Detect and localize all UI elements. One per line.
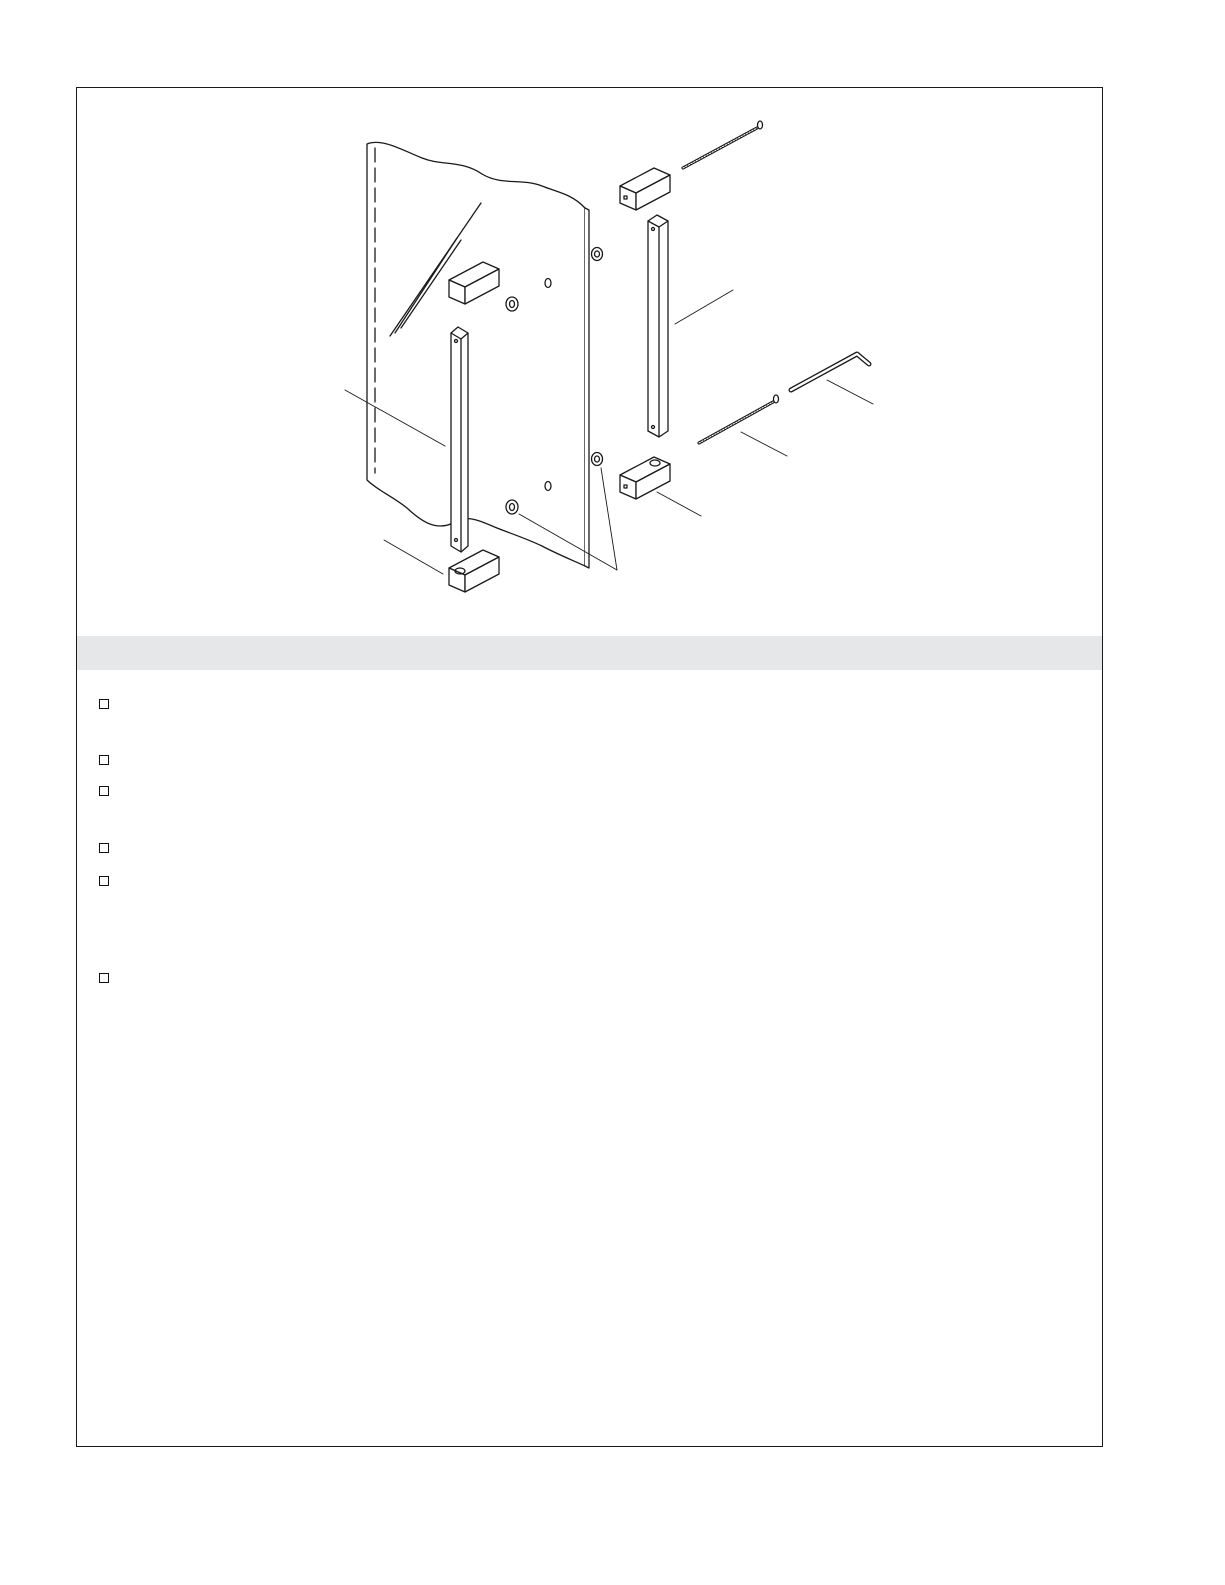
step-checkbox[interactable] bbox=[99, 755, 109, 765]
outer-handle-bar bbox=[648, 215, 668, 437]
exploded-assembly-illustration bbox=[77, 88, 1102, 636]
bottom-screw bbox=[699, 395, 779, 443]
inner-handle-bar bbox=[451, 327, 468, 552]
glass-panel bbox=[367, 142, 589, 568]
inner-bottom-block bbox=[449, 550, 499, 592]
section-header-bar bbox=[77, 636, 1102, 670]
step-checkbox[interactable] bbox=[99, 699, 109, 709]
hex-key-wrench bbox=[791, 354, 869, 390]
outer-top-block bbox=[620, 168, 670, 210]
outer-bottom-block bbox=[620, 457, 670, 499]
instruction-page-frame bbox=[76, 87, 1103, 1447]
step-checkbox[interactable] bbox=[99, 786, 109, 796]
step-checkbox[interactable] bbox=[99, 843, 109, 853]
step-checkbox[interactable] bbox=[99, 876, 109, 886]
step-checkbox[interactable] bbox=[99, 973, 109, 983]
top-screw bbox=[683, 121, 763, 168]
